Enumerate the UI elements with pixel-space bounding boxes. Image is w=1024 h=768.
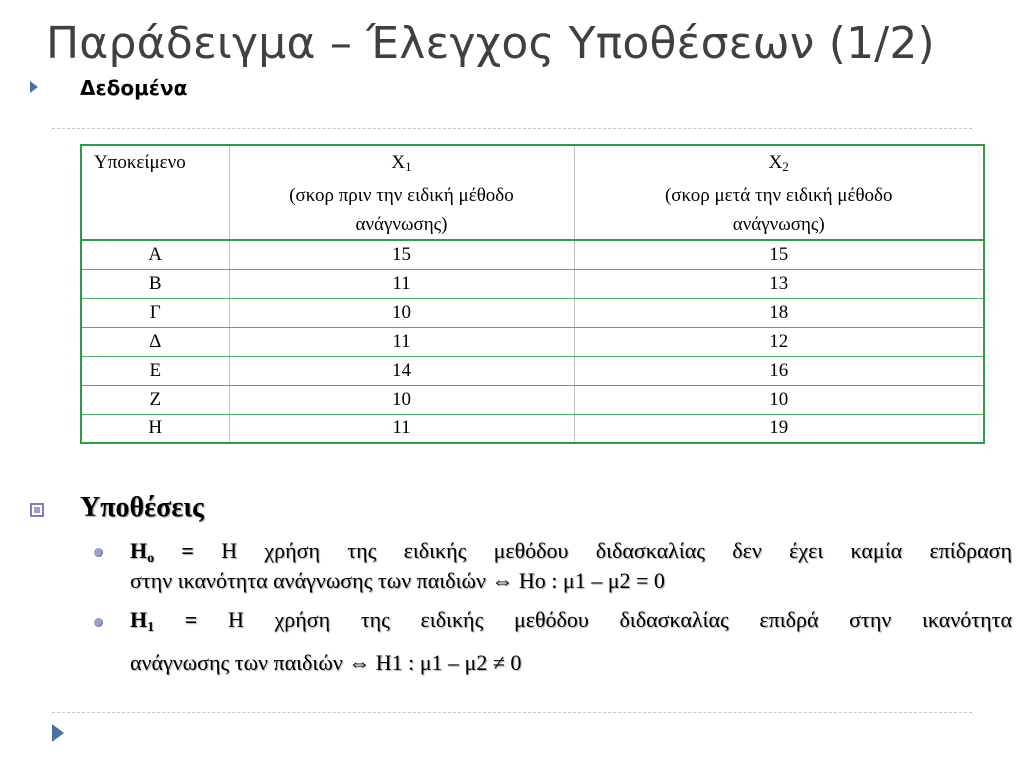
- hypothesis-word: ικανότητα: [921, 607, 1012, 632]
- hypothesis-word: καμία: [850, 538, 903, 563]
- h0-line-2: στην ικανότητα ανάγνωσης των παιδιών ⇔ Ho : μ1 – μ2 = 0: [130, 568, 665, 593]
- cell-x2: 13: [574, 269, 984, 298]
- hypothesis-word: ειδικής: [403, 538, 467, 563]
- cell-x2: 15: [574, 240, 984, 269]
- cell-subject: Η: [81, 414, 229, 443]
- header-x1-desc-1: (σκορ πριν την ειδική μέθοδο: [289, 185, 514, 206]
- cell-x2: 18: [574, 298, 984, 327]
- table-row: [81, 385, 984, 414]
- slide-title: Παράδειγμα – Έλεγχος Υποθέσεων (1/2): [46, 18, 935, 69]
- divider-bottom: [52, 712, 972, 713]
- header-x1-sub: 1: [405, 159, 412, 174]
- hypothesis-word: στην: [849, 607, 892, 632]
- cell-x1: 14: [229, 356, 574, 385]
- hypothesis-word: μεθόδου: [493, 538, 569, 563]
- cell-x1: 11: [229, 414, 574, 443]
- h1-line-2: ανάγνωσης των παιδιών ⇔ H1 : μ1 – μ2 ≠ 0: [130, 650, 522, 675]
- cell-x2: 10: [574, 385, 984, 414]
- cell-x1: 15: [229, 240, 574, 269]
- hypothesis-word: επιδρά: [759, 607, 819, 632]
- cell-subject: Ε: [81, 356, 229, 385]
- header-x1-var: X: [391, 152, 406, 173]
- table-row: [81, 356, 984, 385]
- h0-line-1: [130, 538, 1012, 567]
- header-x2: [574, 145, 984, 240]
- h1-label: H1: [130, 607, 155, 635]
- cell-x1: 11: [229, 269, 574, 298]
- h0-equals: =: [181, 538, 194, 563]
- hypothesis-word: της: [347, 538, 377, 563]
- hypothesis-word: επίδραση: [929, 538, 1012, 563]
- h1-equals: =: [184, 607, 198, 632]
- cell-x2: 16: [574, 356, 984, 385]
- hypothesis-word: δεν: [732, 538, 762, 563]
- cell-subject: Β: [81, 269, 229, 298]
- h0-label: Ho: [130, 538, 155, 566]
- header-x2-sub: 2: [782, 159, 789, 174]
- hypothesis-word: ειδικής: [420, 607, 484, 632]
- data-heading: Δεδομένα: [80, 76, 188, 100]
- header-x1-desc-2: ανάγνωσης): [355, 214, 448, 235]
- hypothesis-word: χρήση: [264, 538, 320, 563]
- table-row: [81, 414, 984, 443]
- hypothesis-word: διδασκαλίας: [619, 607, 729, 632]
- hypotheses-heading: Υποθέσεις: [80, 492, 204, 523]
- table-row: [81, 298, 984, 327]
- cell-subject: Γ: [81, 298, 229, 327]
- hypothesis-word: της: [360, 607, 390, 632]
- header-x2-var: X: [768, 152, 783, 173]
- hypothesis-word: χρήση: [274, 607, 331, 632]
- header-x1: [229, 145, 574, 240]
- cell-x1: 10: [229, 385, 574, 414]
- divider-top: [52, 128, 972, 129]
- hypothesis-word: Η: [221, 538, 238, 563]
- cell-x2: 12: [574, 327, 984, 356]
- triangle-arrow-icon[interactable]: [52, 724, 64, 742]
- table-row: [81, 269, 984, 298]
- h1-line-1: [130, 607, 1012, 636]
- cell-subject: Ζ: [81, 385, 229, 414]
- cell-x1: 10: [229, 298, 574, 327]
- hypothesis-word: μεθόδου: [513, 607, 589, 632]
- table-row: [81, 240, 984, 269]
- round-bullet-icon: [94, 618, 103, 627]
- header-subject: Υποκείμενο: [81, 145, 229, 240]
- table-body: [81, 240, 984, 443]
- table-row: [81, 327, 984, 356]
- data-table: [80, 144, 985, 444]
- cell-x1: 11: [229, 327, 574, 356]
- round-bullet-icon: [94, 548, 103, 557]
- hypothesis-word: Η: [227, 607, 244, 632]
- cell-subject: Α: [81, 240, 229, 269]
- hypothesis-word: διδασκαλίας: [595, 538, 705, 563]
- cell-x2: 19: [574, 414, 984, 443]
- hypothesis-word: έχει: [789, 538, 824, 563]
- header-x2-desc-1: (σκορ μετά την ειδική μέθοδο: [664, 185, 893, 206]
- cell-subject: Δ: [81, 327, 229, 356]
- header-x2-desc-2: ανάγνωσης): [732, 214, 825, 235]
- triangle-arrow-icon: [30, 81, 38, 93]
- square-bullet-icon: [30, 503, 44, 517]
